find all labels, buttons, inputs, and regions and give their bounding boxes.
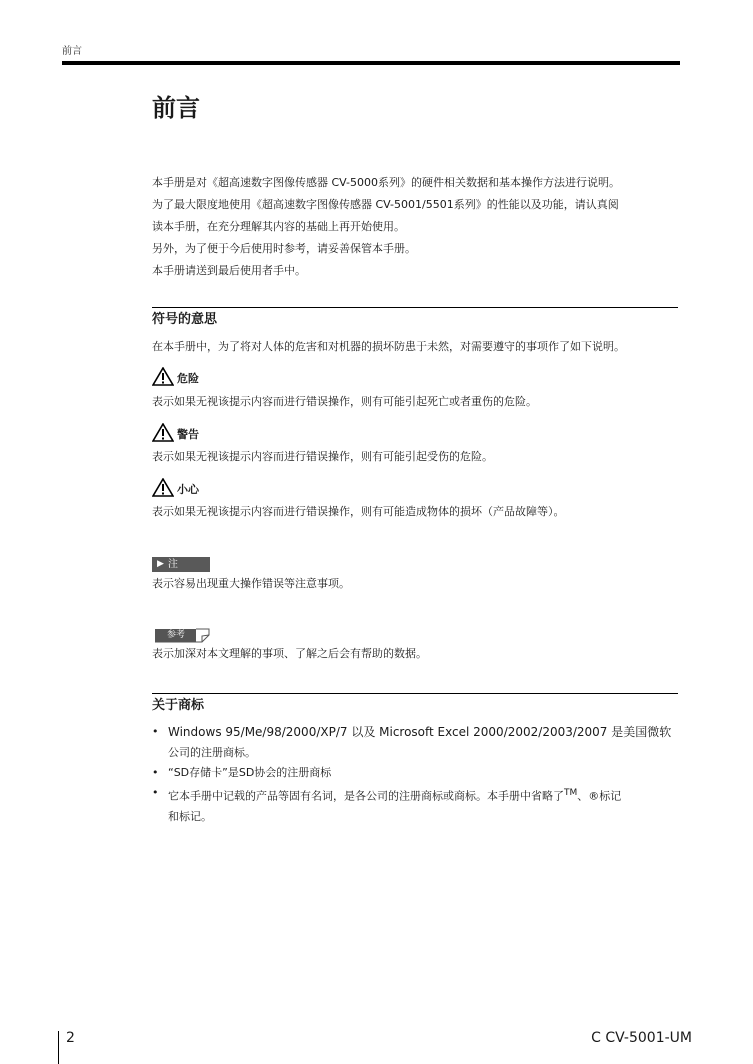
note-badge — [152, 557, 210, 572]
trademark-item-3 — [152, 783, 680, 827]
bullet-icon: • — [152, 766, 159, 779]
trademarks-heading: 关于商标 — [152, 698, 205, 713]
trademark-item-3-text-a: 它本手册中记载的产品等固有名词，是各公司的注册商标或商标。本手册中省略了 — [168, 789, 564, 803]
intro-line-2: 为了最大限度地使用《超高速数字图像传感器 CV-5001/5501系列》的性能以及功能，请认真阅 — [152, 198, 619, 211]
danger-label: 危险 — [177, 372, 199, 385]
bullet-icon: • — [152, 725, 159, 738]
bullet-icon: • — [152, 786, 159, 799]
danger-title — [152, 367, 199, 386]
page-number: 2 — [66, 1030, 75, 1046]
intro-line-3: 读本手册，在充分理解其内容的基础上再开始使用。 — [152, 220, 405, 233]
play-arrow-icon: ▶ — [157, 559, 164, 569]
warning-title — [152, 423, 199, 442]
trademark-item-3-line-2: 和标记。 — [168, 809, 212, 823]
trademark-item-1-line-1: Windows 95/Me/98/2000/XP/7 以及 Microsoft Excel 2000/2002/2003/2007 是美国微软 — [168, 725, 672, 739]
reference-badge — [152, 628, 210, 643]
note-text: 表示容易出现重大操作错误等注意事项。 — [152, 577, 350, 590]
reference-label: 参考 — [167, 630, 186, 640]
symbols-heading: 符号的意思 — [152, 312, 218, 327]
trademark-item-3-text-b: 、®标记 — [577, 789, 622, 803]
warning-label: 警告 — [177, 428, 199, 441]
document-code: C CV-5001-UM — [591, 1030, 692, 1046]
trademark-item-2 — [152, 763, 680, 783]
caution-text: 表示如果无视该提示内容而进行错误操作，则有可能造成物体的损坏（产品故障等）。 — [152, 505, 565, 518]
intro-line-5: 本手册请送到最后使用者手中。 — [152, 264, 306, 277]
trademark-list — [152, 722, 680, 827]
trademarks-section-heading — [152, 693, 678, 716]
reference-text: 表示加深对本文理解的事项、了解之后会有帮助的数据。 — [152, 647, 427, 660]
warning-text: 表示如果无视该提示内容而进行错误操作，则有可能引起受伤的危险。 — [152, 450, 493, 463]
intro-line-1: 本手册是对《超高速数字图像传感器 CV-5000系列》的硬件相关数据和基本操作方法进行说明。 — [152, 176, 621, 189]
warning-triangle-icon — [152, 423, 174, 442]
running-header: 前言 — [62, 46, 82, 57]
symbols-section-heading — [152, 307, 678, 330]
trademark-item-1-line-2: 公司的注册商标。 — [168, 746, 256, 759]
warning-triangle-icon — [152, 478, 174, 497]
caution-label: 小心 — [177, 483, 199, 496]
trademark-item-1 — [152, 722, 680, 763]
header-rule — [62, 61, 680, 65]
intro-line-4: 另外，为了便于今后使用时参考，请妥善保管本手册。 — [152, 242, 416, 255]
symbols-intro: 在本手册中，为了将对人体的危害和对机器的损坏防患于未然，对需要遵守的事项作了如下说明。 — [152, 340, 625, 353]
footer-divider — [58, 1031, 59, 1064]
intro-paragraph — [152, 172, 680, 282]
danger-text: 表示如果无视该提示内容而进行错误操作，则有可能引起死亡或者重伤的危险。 — [152, 395, 537, 408]
page-title: 前言 — [152, 94, 200, 122]
caution-title — [152, 478, 199, 497]
trademark-symbol: TM — [564, 788, 578, 798]
trademark-item-2-text: “SD存储卡”是SD协会的注册商标 — [168, 766, 332, 779]
warning-triangle-icon — [152, 367, 174, 386]
note-label: 注 — [167, 559, 178, 570]
